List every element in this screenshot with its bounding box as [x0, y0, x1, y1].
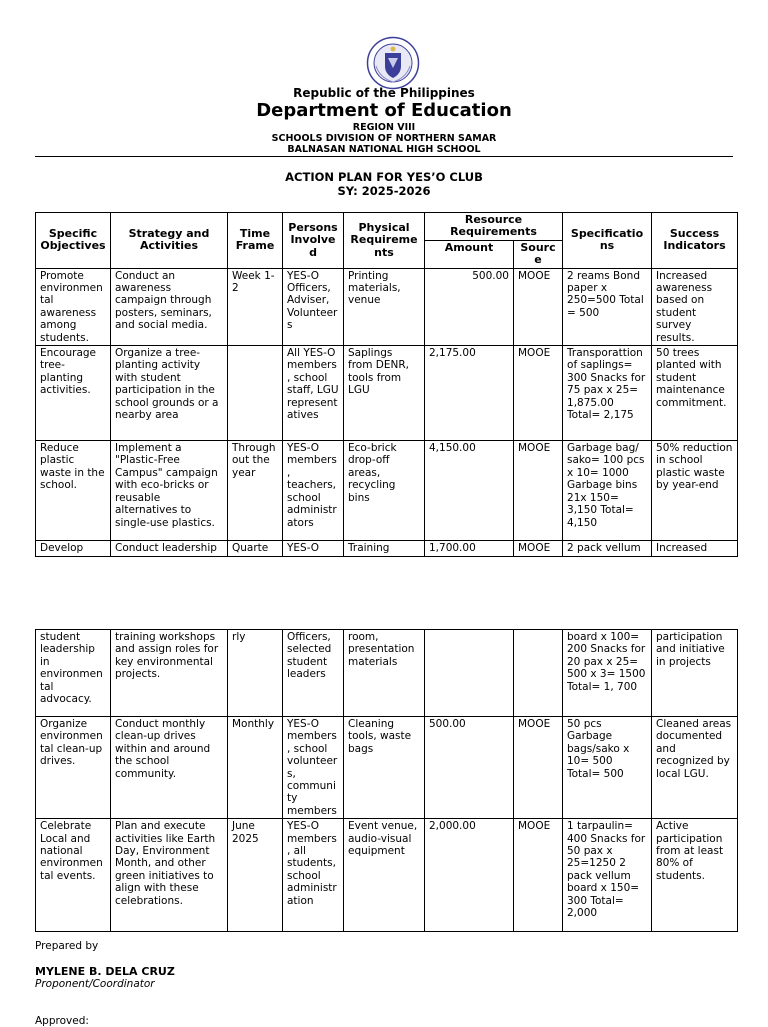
cell-amount: 2,000.00 [425, 819, 514, 932]
cell-objective: Organize environmental clean-up drives. [36, 717, 111, 819]
cell-specs: board x 100= 200 Snacks for 20 pax x 25= 500 x 3= 1500 Total= 1, 700 [563, 630, 652, 717]
cell-success: participation and initiative in projects [652, 630, 738, 717]
cell-time [228, 346, 283, 441]
cell-persons: Officers, selected student leaders [283, 630, 344, 717]
cell-objective: student leadership in environmental advocacy. [36, 630, 111, 717]
table-row [36, 819, 738, 932]
cell-physical: room, presentation materials [344, 630, 425, 717]
cell-strategy: Organize a tree-planting activity with student participation in the school grounds or a nearby area [111, 346, 228, 441]
header-source: Source [514, 240, 563, 268]
cell-specs: 50 pcs Garbage bags/sako x 10= 500 Total= 500 [563, 717, 652, 819]
cell-objective: Promote environmental awareness among students. [36, 268, 111, 345]
cell-amount: 500.00 [425, 717, 514, 819]
header-strategy: Strategy and Activities [111, 213, 228, 269]
cell-strategy: Conduct an awareness campaign through posters, seminars, and social media. [111, 268, 228, 345]
cell-objective: Develop [36, 541, 111, 557]
cell-specs: Garbage bag/ sako= 100 pcs x 10= 1000 Garbage bins 21x 150= 3,150 Total= 4,150 [563, 441, 652, 541]
region-heading: REGION VIII [352, 122, 416, 133]
cell-time: Monthly [228, 717, 283, 819]
cell-persons: All YES-O members, school staff, LGU representatives [283, 346, 344, 441]
deped-seal-icon [366, 36, 420, 90]
table-row [36, 268, 738, 345]
header-amount: Amount [425, 240, 514, 268]
cell-persons: YES-O Officers, Adviser, Volunteers [283, 268, 344, 345]
cell-time: June 2025 [228, 819, 283, 932]
prepared-by-label: Prepared by [35, 940, 99, 952]
cell-physical: Event venue, audio-visual equipment [344, 819, 425, 932]
signatory-role: Proponent/Coordinator [35, 978, 155, 990]
approved-label: Approved: [35, 1015, 89, 1027]
cell-physical: Saplings from DENR, tools from LGU [344, 346, 425, 441]
cell-strategy: Implement a "Plastic-Free Campus" campaign with eco-bricks or reusable alternatives to single-use plastics. [111, 441, 228, 541]
cell-success: Cleaned areas documented and recognized by local LGU. [652, 717, 738, 819]
cell-success: 50 trees planted with student maintenance commitment. [652, 346, 738, 441]
table-row [36, 541, 738, 557]
cell-strategy: training workshops and assign roles for key environmental projects. [111, 630, 228, 717]
table-row [36, 630, 738, 717]
cell-success: Active participation from at least 80% of students. [652, 819, 738, 932]
table-row [36, 717, 738, 819]
cell-strategy: Conduct leadership [111, 541, 228, 557]
cell-objective: Celebrate Local and national environmental events. [36, 819, 111, 932]
cell-physical: Training [344, 541, 425, 557]
cell-time: Throughout the year [228, 441, 283, 541]
division-heading: SCHOOLS DIVISION OF NORTHERN SAMAR [271, 133, 497, 144]
cell-objective: Reduce plastic waste in the school. [36, 441, 111, 541]
cell-source: MOOE [514, 441, 563, 541]
cell-persons: YES-O members, all students, school administration [283, 819, 344, 932]
action-plan-table-continued [35, 629, 738, 932]
doc-title: ACTION PLAN FOR YES’O CLUB [285, 170, 483, 184]
cell-source: MOOE [514, 346, 563, 441]
cell-source: MOOE [514, 541, 563, 557]
cell-objective: Encourage tree-planting activities. [36, 346, 111, 441]
cell-time: Week 1-2 [228, 268, 283, 345]
cell-amount: 4,150.00 [425, 441, 514, 541]
cell-specs: 2 reams Bond paper x 250=500 Total = 500 [563, 268, 652, 345]
header-time: Time Frame [228, 213, 283, 269]
table-row [36, 346, 738, 441]
cell-amount: 1,700.00 [425, 541, 514, 557]
cell-source: MOOE [514, 717, 563, 819]
cell-specs: 2 pack vellum [563, 541, 652, 557]
cell-success: Increased [652, 541, 738, 557]
cell-source: MOOE [514, 268, 563, 345]
cell-amount [425, 630, 514, 717]
cell-time: rly [228, 630, 283, 717]
header-resource: Resource Requirements [425, 213, 563, 241]
cell-source [514, 630, 563, 717]
header-success: Success Indicators [652, 213, 738, 269]
action-plan-table [35, 212, 738, 557]
cell-strategy: Plan and execute activities like Earth Day, Environment Month, and other green initiatives to align with these celebrations. [111, 819, 228, 932]
school-heading: BALNASAN NATIONAL HIGH SCHOOL [287, 144, 481, 155]
signatory-name: MYLENE B. DELA CRUZ [35, 965, 175, 978]
header-specifications: Specifications [563, 213, 652, 269]
cell-physical: Printing materials, venue [344, 268, 425, 345]
cell-persons: YES-O [283, 541, 344, 557]
cell-specs: Transporattion of saplings= 300 Snacks for 75 pax x 25= 1,875.00 Total= 2,175 [563, 346, 652, 441]
department-heading: Department of Education [256, 100, 512, 121]
cell-persons: YES-O members, school volunteers, community members [283, 717, 344, 819]
republic-heading: Republic of the Philippines [293, 86, 475, 100]
cell-strategy: Conduct monthly clean-up drives within and around the school community. [111, 717, 228, 819]
cell-amount: 500.00 [425, 268, 514, 345]
table-row [36, 441, 738, 541]
cell-time: Quarte [228, 541, 283, 557]
header-divider [35, 156, 733, 157]
cell-success: 50% reduction in school plastic waste by year-end [652, 441, 738, 541]
cell-success: Increased awareness based on student survey results. [652, 268, 738, 345]
header-persons: Persons Involved [283, 213, 344, 269]
school-year: SY: 2025-2026 [337, 184, 431, 198]
cell-physical: Eco-brick drop-off areas, recycling bins [344, 441, 425, 541]
header-physical: Physical Requirements [344, 213, 425, 269]
cell-persons: YES-O members, teachers, school administrators [283, 441, 344, 541]
cell-source: MOOE [514, 819, 563, 932]
cell-specs: 1 tarpaulin= 400 Snacks for 50 pax x 25=1250 2 pack vellum board x 150= 300 Total= 2,000 [563, 819, 652, 932]
cell-amount: 2,175.00 [425, 346, 514, 441]
header-objectives: Specific Objectives [36, 213, 111, 269]
cell-physical: Cleaning tools, waste bags [344, 717, 425, 819]
